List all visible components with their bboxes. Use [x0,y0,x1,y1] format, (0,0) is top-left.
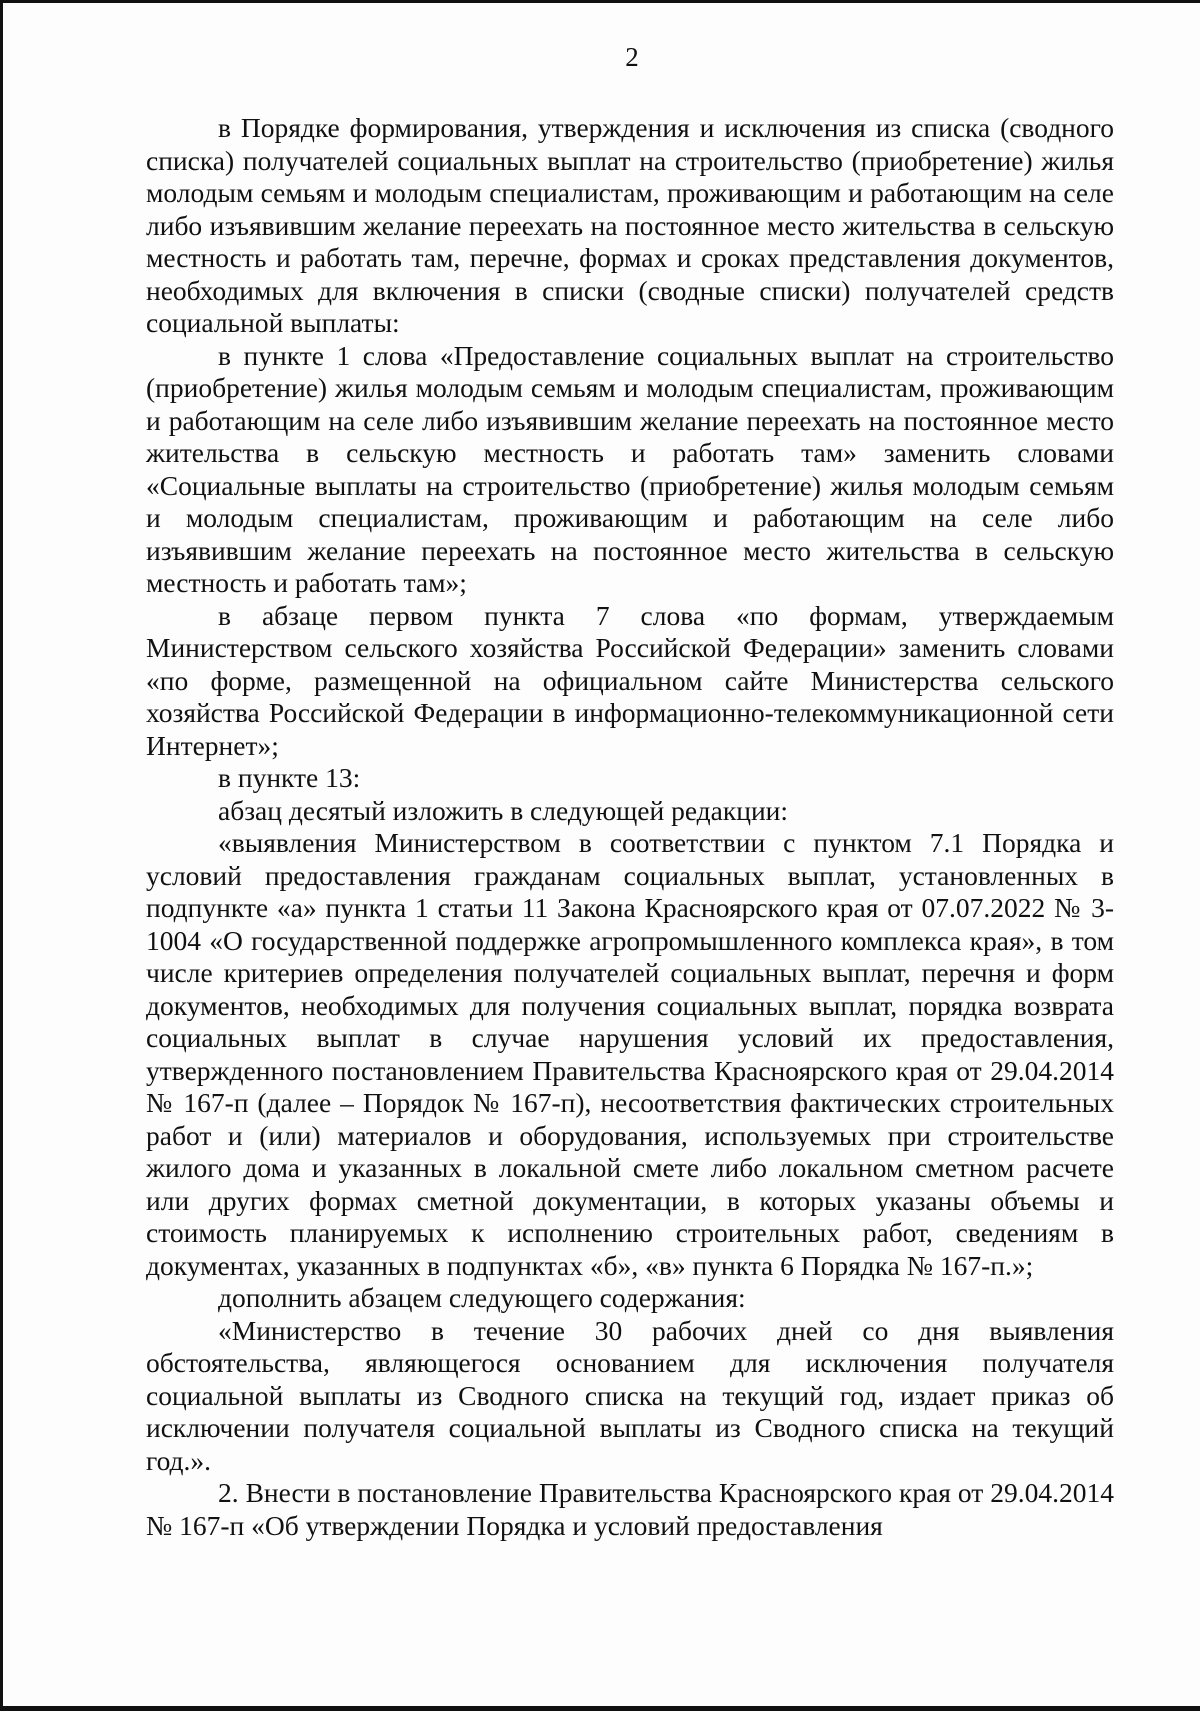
paragraph-order-title: в Порядке формирования, утверждения и исключения из списка (сводного списка) получателей социальных выплат на строительство (приобретение) жилья молодым семьям и молодым специалистам, проживающим и работающим на селе либо изъявившим желание переехать на постоянное место жительства в сельскую местность и работать там, перечне, формах и сроках представления документов, необходимых для включения в списки (сводные списки) получателей средств социальной выплаты: [146,112,1114,338]
paragraph-tenth-abzac: абзац десятый изложить в следующей редакции: [218,794,789,826]
scan-edge-left [0,0,3,1711]
paragraph-supplement: дополнить абзацем следующего содержания: [218,1282,746,1313]
paragraph-point-1: в пункте 1 слова «Предоставление социальных выплат на строительство (приобретение) жилья молодым семьям и молодым специалистам, проживающим и работающим на селе либо изъявившим желание переехать на постоянное место жительства в сельскую местность и работать там» заменить словами «Социальные выплаты на строительство (приобретение) жилья молодым семьям и молодым специалистам, проживающим и работающим на селе либо изъявившим желание переехать на постоянное место жительства в сельскую местность и работать там»; [146,339,1114,598]
paragraph-item-2: 2. Внести в постановление Правительства Красноярского края от 29.04.2014 № 167-п «Об утверждении Порядка и условий предоставления [146,1477,1114,1541]
page-number: 2 [625,42,639,72]
scan-edge-top [0,0,1200,3]
paragraph-point-13: в пункте 13: [218,762,361,793]
paragraph-point-7: в абзаце первом пункта 7 слова «по формам, утверждаемым Министерством сельского хозяйства Российской Федерации» заменить словами «по форме, размещенной на официальном сайте Министерства сельского хозяйства Российской Федерации в информационно-телекоммуникационной сети Интернет»; [146,599,1114,761]
scan-edge-bottom [0,1706,1200,1711]
paragraph-quote-identification: «выявления Министерством в соответствии с пунктом 7.1 Порядка и условий предоставления гражданам социальных выплат, установленных в подпункте «а» пункта 1 статьи 11 Закона Красноярского края от 07.07.2022 № 3-1004 «О государственной поддержке агропромышленного комплекса края», в том числе критериев определения получателей социальных выплат, перечня и форм документов, необходимых для получения социальных выплат, порядка возврата социальных выплат в случае нарушения условий их предоставления, утвержденного постановлением Правительства Красноярского края от 29.04.2014 № 167-п (далее – Порядок № 167-п), несоответствия фактических строительных работ и (или) материалов и оборудования, используемых при строительстве жилого дома и указанных в локальной смете либо локальном сметном расчете или других формах сметной документации, в которых указаны объемы и стоимость планируемых к исполнению строительных работ, сведениям в документах, указанных в подпунктах «б», «в» пункта 6 Порядка № 167-п.»; [146,827,1114,1281]
document-body [146,112,1114,1542]
paragraph-quote-ministry: «Министерство в течение 30 рабочих дней со дня выявления обстоятельства, являющегося основанием для исключения получателя социальной выплаты из Сводного списка на текущий год, издает приказ об исключении получателя социальной выплаты из Сводного списка на текущий год.». [146,1314,1114,1476]
